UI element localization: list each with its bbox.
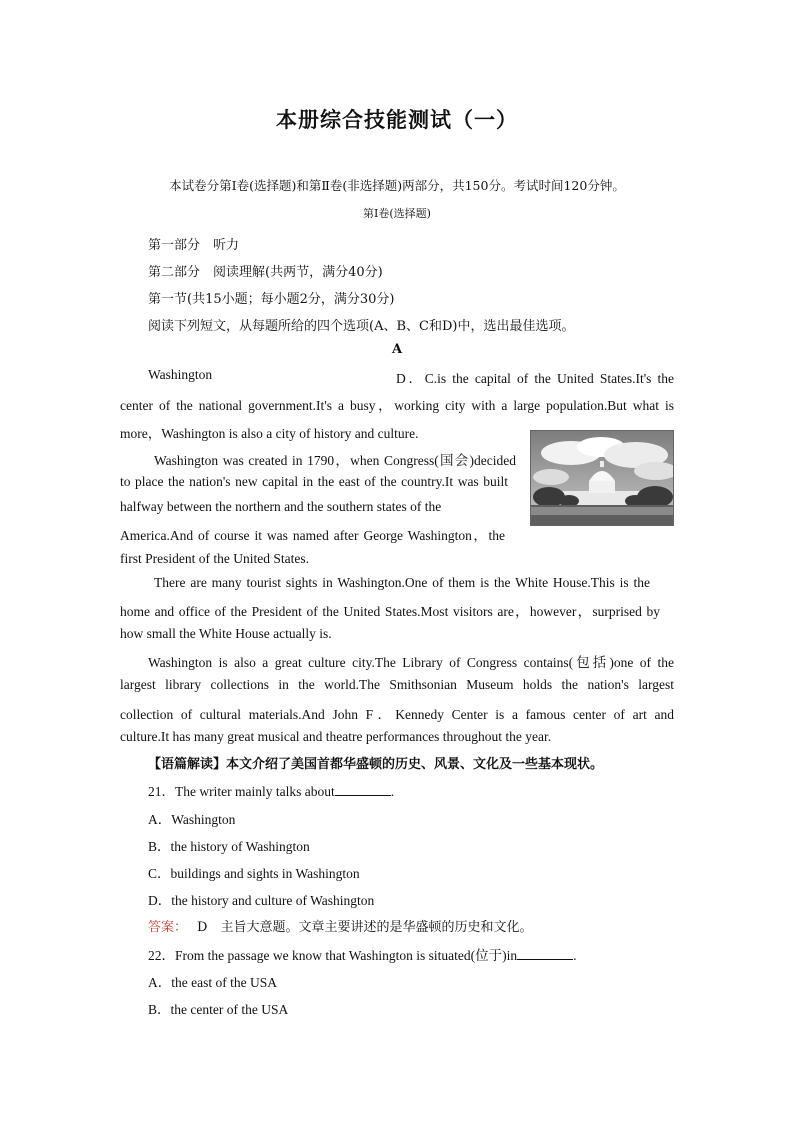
answer-label: 答案： bbox=[148, 920, 188, 935]
part1-heading: 第一部分 听力 bbox=[148, 238, 240, 253]
question-22-end: . bbox=[573, 948, 577, 963]
section1-heading: 第一节(共15小题；每小题2分，满分30分) bbox=[148, 292, 395, 307]
passage-line: center of the national government.It's a busy，working city with a large population.But what is bbox=[120, 398, 674, 413]
passage-line: culture.It has many great musical and theatre performances throughout the year. bbox=[120, 729, 552, 744]
passage-heading-word: Washington bbox=[148, 367, 213, 382]
passage-line: halfway between the northern and the southern states of the bbox=[120, 499, 442, 514]
question-21-option-c: C．buildings and sights in Washington bbox=[148, 866, 360, 881]
answer-blank bbox=[517, 947, 573, 960]
answer-text: D 主旨大意题。文章主要讲述的是华盛顿的历史和文化。 bbox=[197, 920, 533, 935]
passage-label: A bbox=[391, 342, 403, 357]
exam-intro: 本试卷分第Ⅰ卷(选择题)和第Ⅱ卷(非选择题)两部分，共150分。考试时间120分钟。 bbox=[169, 178, 625, 193]
page-title: 本册综合技能测试（一） bbox=[276, 107, 518, 132]
question-21-end: . bbox=[390, 784, 395, 799]
question-22-stem bbox=[148, 944, 577, 964]
passage-line: collection of cultural materials.And John F．Kennedy Center is a famous center of art and bbox=[120, 707, 674, 722]
part2-heading: 第二部分 阅读理解(共两节，满分40分) bbox=[148, 265, 383, 280]
question-22-option-a: A．the east of the USA bbox=[148, 975, 277, 990]
question-21-stem bbox=[148, 780, 394, 800]
passage-analysis bbox=[148, 753, 603, 772]
question-21-option-d: D．the history and culture of Washington bbox=[148, 893, 375, 908]
analysis-text: 本文介绍了美国首都华盛顿的历史、风景、文化及一些基本现状。 bbox=[226, 757, 604, 772]
question-21-option-b: B．the history of Washington bbox=[148, 839, 310, 854]
question-21-option-a: A．Washington bbox=[148, 812, 236, 827]
answer-blank bbox=[335, 783, 391, 796]
passage-line: America.And of course it was named after George Washington，the bbox=[120, 528, 505, 543]
passage-line: more，Washington is also a city of history and culture. bbox=[120, 426, 419, 441]
passage-line: to place the nation's new capital in the east of the country.It was built bbox=[120, 474, 508, 489]
volume-heading: 第Ⅰ卷(选择题) bbox=[363, 207, 431, 220]
passage-line: Washington was created in 1790，when Congress(国会)decided bbox=[154, 453, 516, 468]
passage-line: D．C.is the capital of the United States.It's the bbox=[396, 371, 674, 386]
capitol-photo bbox=[530, 430, 674, 526]
question-22-option-b: B．the center of the USA bbox=[148, 1002, 289, 1017]
passage-line: home and office of the President of the United States.Most visitors are，however，surprised by bbox=[120, 604, 660, 619]
passage-line: There are many tourist sights in Washington.One of them is the White House.This is the bbox=[154, 575, 650, 590]
question-21-text: 21．The writer mainly talks about bbox=[148, 784, 335, 799]
question-22-text: 22．From the passage we know that Washington is situated(位于)in bbox=[148, 948, 518, 963]
question-21-answer bbox=[148, 916, 532, 935]
passage-line: largest library collections in the world.The Smithsonian Museum holds the nation's largest bbox=[120, 677, 674, 692]
analysis-label: 【语篇解读】 bbox=[148, 757, 227, 772]
passage-line: how small the White House actually is. bbox=[120, 626, 332, 641]
passage-line: Washington is also a great culture city.The Library of Congress contains(包括)one of the bbox=[148, 655, 674, 670]
instruction: 阅读下列短文，从每题所给的四个选项(A、B、C和D)中，选出最佳选项。 bbox=[148, 319, 575, 334]
passage-line: first President of the United States. bbox=[120, 551, 309, 566]
